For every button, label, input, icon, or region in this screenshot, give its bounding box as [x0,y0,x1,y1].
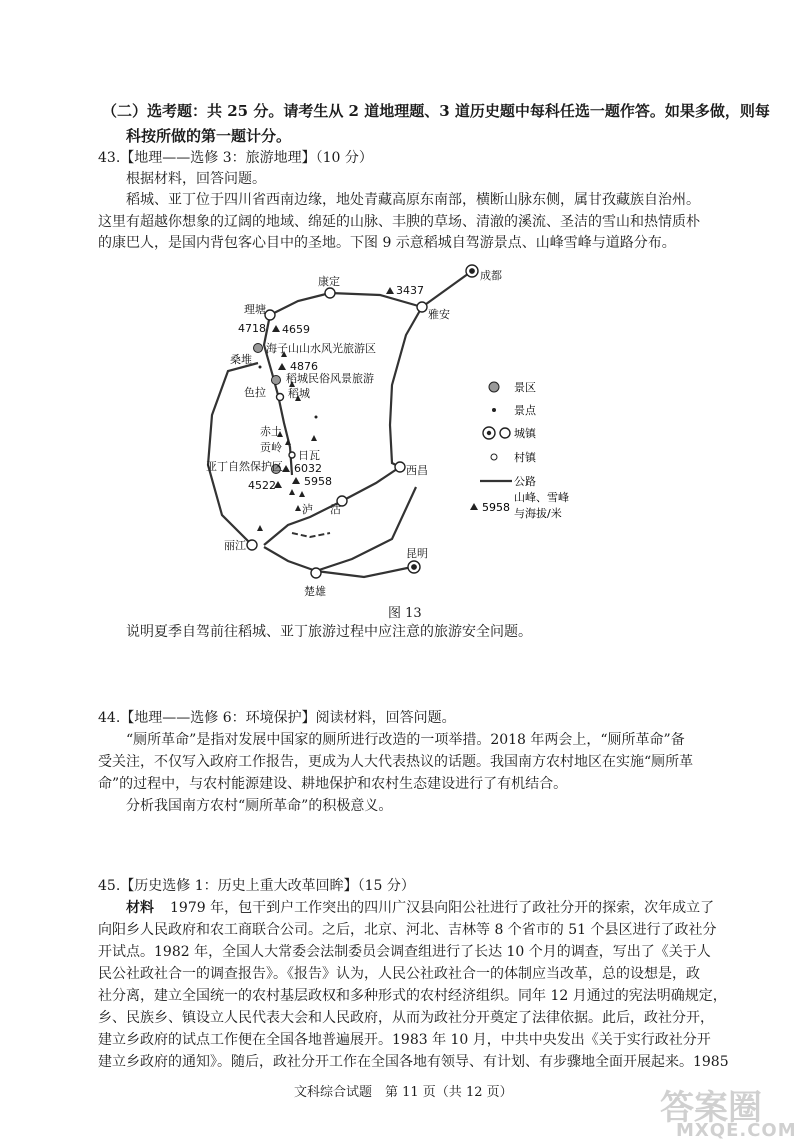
q45-text-line-1: 1979 年，包干到户工作突出的四川广汉县向阳公社进行了政社分开的探索，次年成立了 [170,900,715,916]
town-marker-xichang [395,462,405,472]
label-daocheng-minsu: 稻城民俗风景旅游 [286,372,374,385]
town-marker-daocheng [277,394,284,401]
route-map [180,255,620,610]
peak-4659 [272,325,280,332]
q45-text-line-3: 开试点。1982 年，全国人大常委会法制委员会调查组进行了长达 10 个月的调查，写出了《关于人 [98,944,711,960]
q44-question: 分析我国南方农村“厕所革命”的积极意义。 [126,798,393,814]
q44-title: 44.【地理——选修 6：环境保护】阅读材料，回答问题。 [98,710,456,726]
legend-peak-sample: 5958 [482,501,510,514]
q44-text-line-1: “厕所革命”是指对发展中国家的厕所进行改造的一项举措。2018 年两会上，“厕所革命”备 [126,732,685,748]
peak-6032 [282,465,290,472]
label-chengdu: 成都 [480,269,502,282]
legend-road: 公路 [514,475,536,488]
label-5958: 5958 [304,475,332,488]
label-gu: 沽 [330,503,341,516]
q45-title: 45.【历史选修 1：历史上重大改革回眸】（15 分） [98,878,415,894]
town-marker-lijiang [247,540,257,550]
label-daocheng: 稻城 [288,387,310,400]
road-chuxiong-kunming [316,567,412,577]
q43-title: 43.【地理——选修 3：旅游地理】（10 分） [98,150,373,166]
q43-text-line-3: 的康巴人，是国内背包客心目中的圣地。下图 9 示意稻城自驾游景点、山峰雪峰与道路分布。 [98,235,676,251]
q43-text-line-1: 稻城、亚丁位于四川省西南边缘，地处青藏高原东南部，横断山脉东侧，属甘孜藏族自治州。 [126,192,700,208]
watermark-url: MXQE.COM [676,1120,797,1141]
legend-town: 城镇 [514,427,536,440]
label-haizi: 海子山山水风光旅游区 [266,342,376,355]
peak-3437 [386,287,394,294]
q45-text-line-7: 建立乡政府的试点工作便在全国各地普遍展开。1983 年 10 月，中共中央发出《关于实行政社分开 [98,1032,711,1048]
q44-text-line-3: 命”的过程中，与农村能源建设、耕地保护和农村生态建设进行了有机结合。 [98,776,568,792]
label-yaan: 雅安 [428,308,450,321]
label-gongling: 贡岭 [260,441,282,454]
scenic-marker-daocheng-minsu [272,376,281,385]
section-heading-line-1: （二）选考题：共 25 分。请考生从 2 道地理题、3 道历史题中每科任选一题作答。如果多做，则每 [102,102,770,120]
map-legend [470,381,569,520]
page-footer: 文科综合试题 第 11 页（共 12 页） [294,1085,513,1100]
q44-text-line-2: 受关注，不仅写入政府工作报告，更成为人大代表热议的话题。我国南方农村地区在实施“厕所革 [98,754,694,770]
label-sangdui: 桑堆 [230,353,252,366]
peak-5958 [292,477,300,484]
label-sela: 色拉 [244,386,266,399]
label-lu: 泸 [302,503,313,516]
label-riwa: 日瓦 [298,449,320,462]
label-yading: 亚丁自然保护区 [206,460,283,473]
q45-material-label: 材料 [126,900,154,916]
q43-question: 说明夏季自驾前往稻城、亚丁旅游过程中应注意的旅游安全问题。 [126,624,532,640]
legend-village: 村镇 [514,451,536,464]
label-kunming: 昆明 [406,547,428,560]
town-marker-litang [265,310,275,320]
label-chuxiong: 楚雄 [304,585,326,598]
peak-4876 [278,363,286,370]
town-marker-chuxiong [311,568,321,578]
q43-text-line-2: 这里有超越你想象的辽阔的地域、绵延的山脉、丰腴的草场、清澈的溪流、圣洁的雪山和热情质朴 [98,214,700,230]
village-marker-riwa [289,452,295,458]
label-kangding: 康定 [318,275,340,288]
scenic-marker-haizi [254,344,263,353]
section-heading-line-2: 科按所做的第一题计分。 [126,127,292,145]
label-6032: 6032 [294,462,322,475]
legend-peak-line2: 与海拔/米 [514,507,562,520]
q45-text-line-5: 社分离，建立全国统一的农村基层政权和多种形式的农村经济组织。同年 12 月通过的宪法明确规定， [98,988,727,1004]
q45-text-line-6: 乡、民族乡、镇设立人民代表大会和人民政府，从而为政社分开奠定了法律依据。此后，政社分开， [98,1010,714,1026]
label-litang: 理塘 [244,303,266,316]
watermark-logo: 答案圈 [660,1088,762,1128]
q43-intro: 根据材料，回答问题。 [126,171,266,187]
label-lijiang: 丽江 [224,539,246,552]
road-xichang-lugu [342,467,400,501]
road-chengdu-yaan [422,271,472,307]
label-4522: 4522 [248,479,276,492]
label-3437: 3437 [396,284,424,297]
label-xichang: 西昌 [406,464,428,477]
label-4876: 4876 [290,360,318,373]
figure-caption: 图 13 [388,606,422,621]
q45-text-line-4: 民公社政社合一的调查报告》。《报告》认为，人民公社政社合一的体制应当改革，总的设想是，政 [98,966,700,982]
legend-scenic-area: 景区 [514,381,536,394]
road-yaan-xichang [390,307,422,467]
legend-scenic-spot: 景点 [514,404,536,417]
town-marker-yaan [417,302,427,312]
legend-peak-line1: 山峰、雪峰 [514,491,569,504]
q45-text-line-8: 建立乡政府的通知》。随后，政社分开工作在全国各地有领导、有计划、有步骤地全面开展起来。1985 [98,1054,729,1070]
label-chitu: 赤土 [260,425,282,438]
town-marker-kangding [325,288,335,298]
q45-text-line-2: 向阳乡人民政府和农工商联合公司。之后，北京、河北、吉林等 8 个省市的 51 个县区进行了政社分 [98,922,717,938]
label-4718: 4718 [238,322,266,335]
road-kangding-litang [270,293,330,315]
label-4659: 4659 [282,323,310,336]
